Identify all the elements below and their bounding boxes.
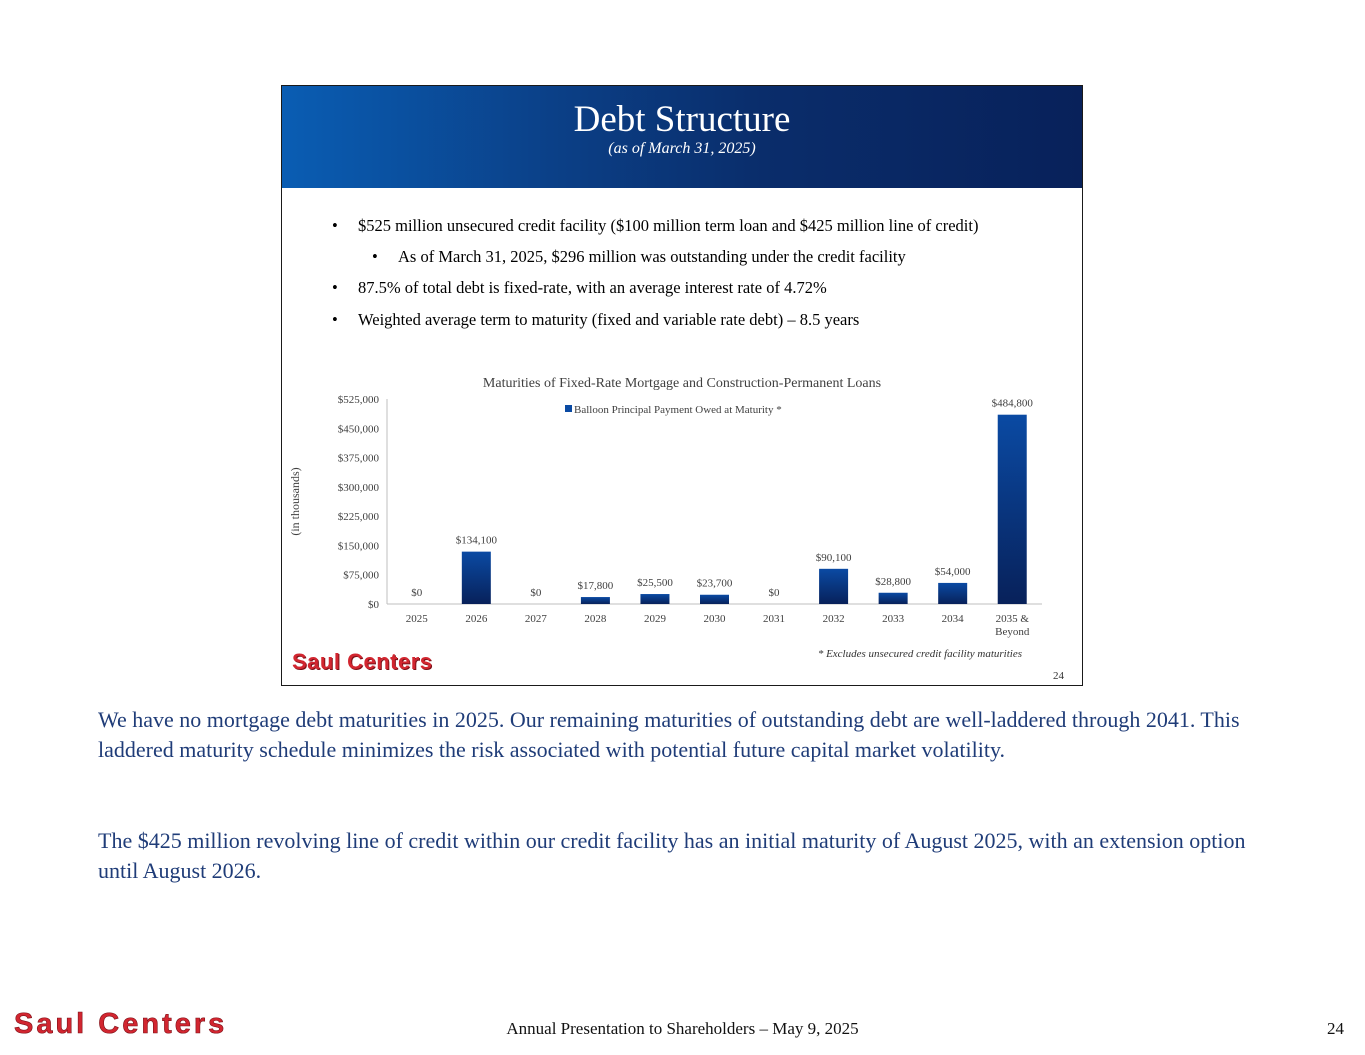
data-label: $484,800 [991,397,1033,410]
bar-10 [998,415,1027,604]
x-tick-label: 2031 [763,613,786,625]
slide [281,85,1083,686]
bar-chart [282,86,1082,686]
x-tick-label: 2033 [882,613,905,625]
chart-title: Maturities of Fixed-Rate Mortgage and Construction-Permanent Loans [482,376,882,391]
chart-footnote: * Excludes unsecured credit facility maturities [817,648,1022,660]
saul-centers-logo: Saul Centers [292,649,433,674]
bullet-item: • Weighted average term to maturity (fixed and variable rate debt) – 8.5 years [332,310,860,329]
data-label: $0 [530,587,542,599]
data-label: $90,100 [815,551,852,564]
x-tick-label: 2025 [405,613,428,625]
x-tick-label: 2035 & Beyond [995,613,1030,638]
slide-title: Debt Structure [573,99,791,140]
bullet-item: • $525 million unsecured credit facility ($100 million term loan and $425 million line of credit) [332,216,979,235]
slide-page-number: 24 [1053,670,1064,682]
narrative-paragraph-2: The $425 million revolving line of credit within our credit facility has an initial maturity of August 2025, with an extension option until August 2026. [98,828,1246,883]
narrative-paragraph-1: We have no mortgage debt maturities in 2025. Our remaining maturities of outstanding debt are well-laddered through 2041. This laddered maturity schedule minimizes the risk associated with potential future capital market volatility. [98,707,1240,762]
bar-1 [462,552,491,604]
data-label: $23,700 [696,577,733,590]
bar-8 [879,593,908,604]
x-tick-label: 2034 [941,613,964,625]
y-tick-label: $375,000 [337,452,379,465]
data-label: $0 [768,587,780,599]
data-label: $54,000 [934,565,971,578]
x-tick-label: 2029 [643,613,666,625]
y-tick-label: $450,000 [337,423,379,436]
bullet-subitem: • As of March 31, 2025, $296 million was outstanding under the credit facility [372,247,906,266]
data-label: $134,100 [455,534,497,547]
x-tick-label: 2030 [703,613,726,625]
x-tick-label: 2032 [822,613,845,625]
y-tick-label: $525,000 [337,394,379,406]
data-label: $28,800 [875,575,912,588]
bar-4 [640,594,669,604]
y-axis-title: (in thousands) [288,467,302,536]
y-tick-label: $75,000 [343,569,379,582]
y-tick-label: $150,000 [337,540,379,553]
y-tick-label: $0 [368,599,379,611]
data-label: $0 [411,587,423,599]
x-tick-label: 2026 [465,613,488,625]
bar-7 [819,569,848,604]
legend-label: Balloon Principal Payment Owed at Maturity * [574,404,782,416]
y-tick-label: $300,000 [337,481,379,494]
data-label: $17,800 [577,580,614,593]
bar-9 [938,583,967,604]
slide-subtitle: (as of March 31, 2025) [608,140,756,157]
footer-logo: Saul Centers [14,1008,228,1040]
x-tick-label: 2028 [584,613,607,625]
footer-page-number: 24 [1327,1019,1344,1038]
legend-swatch [565,405,572,412]
x-tick-label: 2027 [524,613,547,625]
y-tick-label: $225,000 [337,511,379,524]
footer-text: Annual Presentation to Shareholders – May 9, 2025 [506,1019,859,1038]
data-label: $25,500 [637,577,673,590]
bar-3 [581,597,610,604]
bar-5 [700,595,729,604]
bullet-item: • 87.5% of total debt is fixed-rate, with an average interest rate of 4.72% [332,278,827,297]
